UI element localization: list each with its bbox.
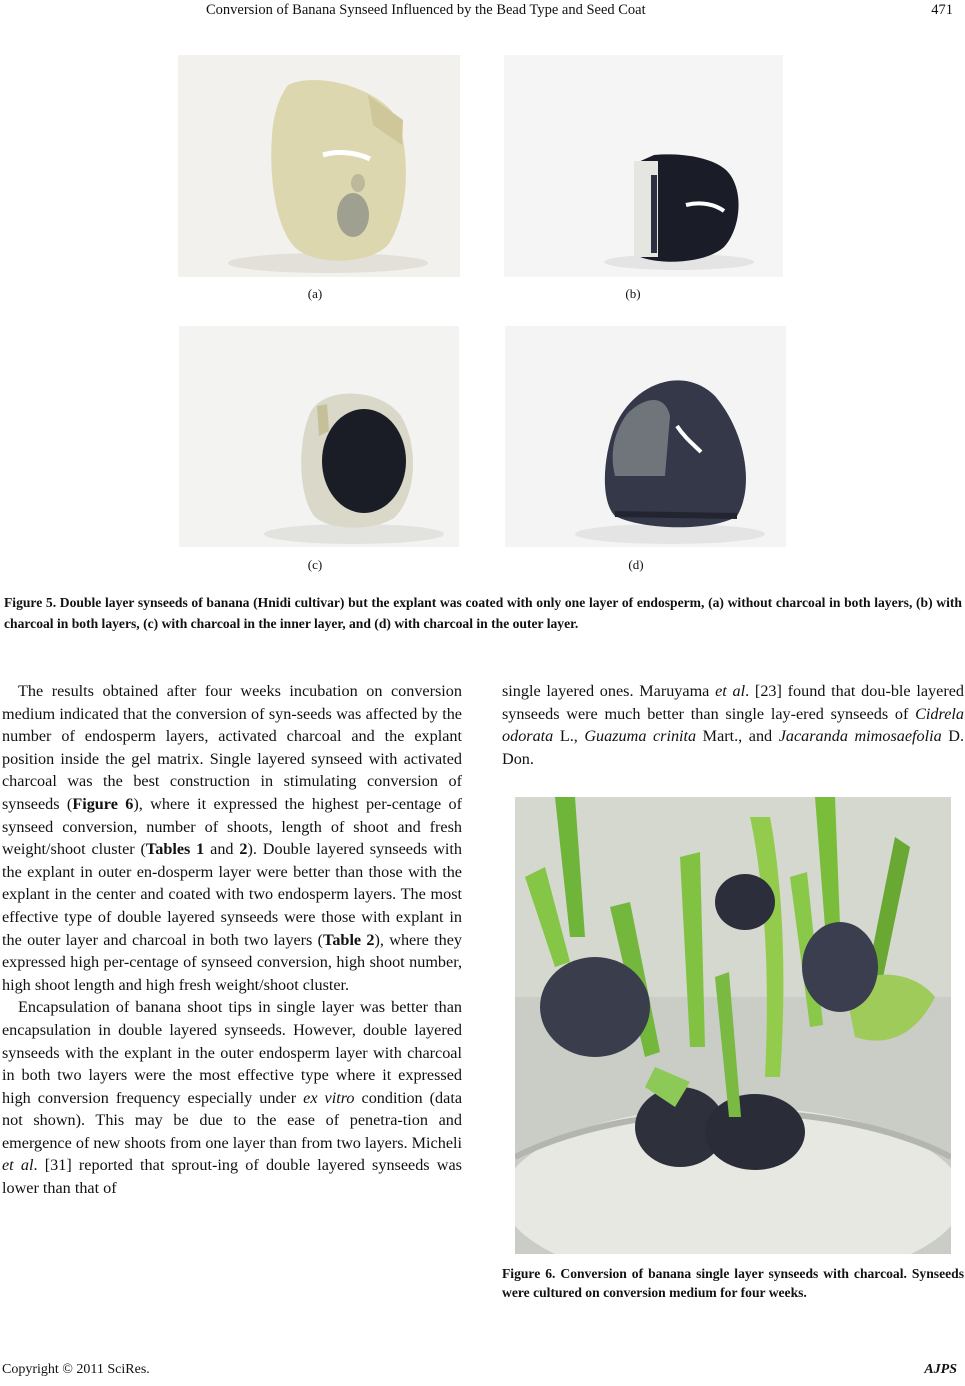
figure5-panel-a-photo — [178, 55, 460, 277]
et-al-term-2: et al — [715, 682, 746, 700]
journal-name: AJPS — [924, 1362, 957, 1377]
figure5-label-a: (a) — [307, 286, 323, 301]
figure5-label-d: (d) — [628, 557, 644, 572]
figure6-photo — [515, 797, 951, 1254]
paragraph-2 — [2, 996, 462, 1199]
p1-text-4: ), where they expressed high per-centage of synseed conversion, high shoot number, high shoot length and high fresh weight/shoot cluster. — [2, 930, 462, 994]
p2-text-2: condition (data not shown). This may be due to the ease of penetra-tion and emergence of new shoots from one layer than from two layers. Micheli — [2, 1088, 463, 1152]
right-column — [502, 680, 964, 770]
paragraph-3 — [502, 680, 964, 770]
synseed-charcoal-outer-layer-icon — [505, 326, 786, 547]
figure5-panel-c-photo — [179, 326, 459, 547]
running-header — [0, 0, 965, 24]
figure6-caption: Figure 6. Conversion of banana single layer synseeds with charcoal. Synseeds were cultured on conversion medium for four weeks. — [502, 1266, 964, 1300]
p2-text-3: . [31] reported that sprout-ing of double layered synseeds was lower than that of — [2, 1156, 462, 1198]
paragraph-1 — [2, 680, 462, 996]
p1-and: and — [204, 840, 240, 859]
p3-text-2: . [23] found that dou-ble layered synseeds were much better than single lay-ered synseeds of — [502, 682, 964, 723]
p3-text-5: D. Don. — [502, 727, 965, 768]
species-jacaranda: Jacaranda mimosaefolia — [778, 727, 942, 746]
figure5-panel-b-photo — [504, 55, 783, 277]
p1-text-1: The results obtained after four weeks incubation on conversion medium indicated that the conversion of syn-seeds was affected by the number of endosperm layers, activated charcoal and the explant position inside the gel matrix. Single layered synseed with activated charcoal was the best construction in stimulating conversion of synseeds ( — [2, 682, 462, 813]
figure5-label-c: (c) — [307, 557, 323, 572]
running-title: Conversion of Banana Synseed Influenced by the Bead Type and Seed Coat — [206, 2, 646, 18]
page-number: 471 — [931, 2, 953, 18]
tables1-reference: Tables 1 — [145, 840, 205, 859]
ex-vitro-term: ex vitro — [303, 1088, 355, 1107]
figure5-caption: Figure 5. Double layer synseeds of banana (Hnidi cultivar) but the explant was coated with only one layer of endosperm, (a) without charcoal in both layers, (b) with charcoal in both layers, (c) with charcoal in the inner layer, and (d) with charcoal in the outer layer. — [4, 595, 962, 631]
synseed-charcoal-inner-layer-icon — [179, 326, 459, 547]
species-guazuma: Guazuma crinita — [584, 727, 697, 746]
p3-text-4: Mart., and — [696, 727, 779, 746]
copyright-text: Copyright © 2011 SciRes. — [2, 1362, 150, 1377]
species-cidrela: Cidrela odorata — [502, 704, 964, 746]
banana-shoots-in-culture-icon — [515, 797, 951, 1254]
synseed-charcoal-both-layers-icon — [504, 55, 783, 277]
p1-text-2: ), where it expressed the highest per-centage of synseed conversion, number of shoots, length of shoot and fresh weight/shoot cluster ( — [2, 794, 462, 859]
p1-text-3: ). Double layered synseeds with the explant in outer en-dosperm layer were better than those with the explant in the center and coated with two endosperm layers. The most effective type of double layered synseeds were those with explant in the outer layer and charcoal in both two layers ( — [2, 840, 463, 949]
synseed-clear-gel-icon — [178, 55, 460, 277]
p2-text-1: Encapsulation of banana shoot tips in single layer was better than encapsulation in double layered synseeds. However, double layered synseeds with the explant in the outer endosperm layer with charcoal in both two layers were the most effective type where it expressed high conversion frequency especially under — [2, 998, 462, 1107]
figure5-panel-d-photo — [505, 326, 786, 547]
p3-text-3: L., — [553, 727, 585, 746]
figure6-reference: Figure 6 — [72, 794, 134, 813]
figure5-label-b: (b) — [625, 286, 641, 301]
table2-reference-b: Table 2 — [323, 930, 375, 949]
et-al-term: et al — [2, 1156, 34, 1175]
p3-text-1: single layered ones. Maruyama — [502, 682, 716, 700]
left-column — [2, 680, 462, 1200]
table2-reference-a: 2 — [239, 840, 248, 859]
footer — [2, 1362, 957, 1378]
